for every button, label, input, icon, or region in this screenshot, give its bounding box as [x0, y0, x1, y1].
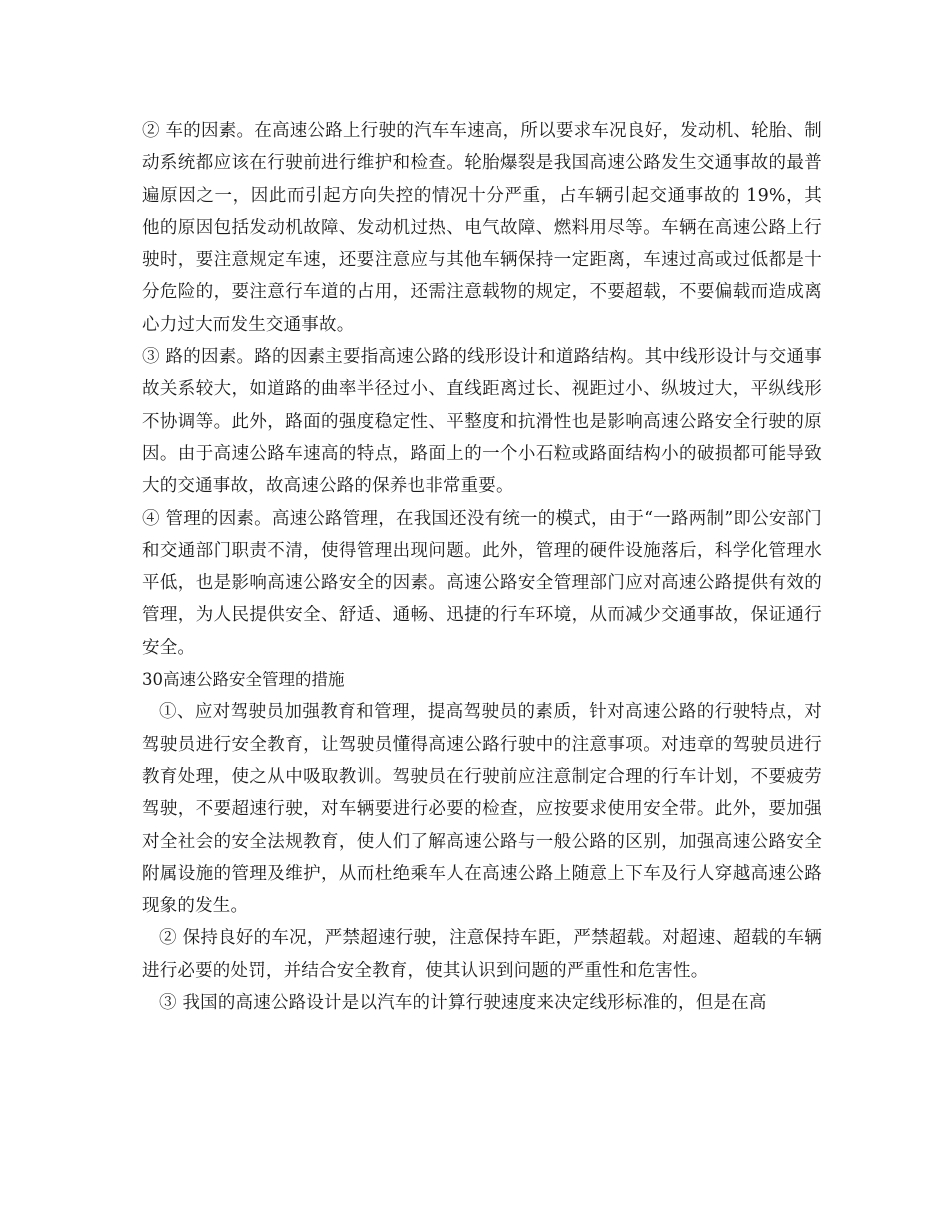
measure-item-3: ③ 我国的高速公路设计是以汽车的计算行驶速度来决定线形标准的，但是在高: [159, 993, 767, 1014]
measure-item-1: ①、应对驾驶员加强教育和管理，提高驾驶员的素质，针对高速公路的行驶特点，对驾驶员进行安全教育，让驾驶员懂得高速公路行驶中的注意事项。对违章的驾驶员进行教育处理，使之从中吸取教训。驾驶员在行驶前应注意制定合理的行车计划，不要疲劳驾驶，不要超速行驶，对车辆要进行必要的检查，应按要求使用安全带。此外，要加强对全社会的安全法规教育，使人们了解高速公路与一般公路的区别，加强高速公路安全附属设施的管理及维护，从而杜绝乘车人在高速公路上随意上下车及行人穿越高速公路现象的发生。: [142, 702, 822, 917]
paragraph-road-factors: ③ 路的因素。路的因素主要指高速公路的线形设计和道路结构。其中线形设计与交通事故关系较大，如道路的曲率半径过小、直线距离过长、视距过小、纵坡过大，平纵线形不协调等。此外，路面的强度稳定性、平整度和抗滑性也是影响高速公路安全行驶的原因。由于高速公路车速高的特点，路面上的一个小石粒或路面结构小的破损都可能导致大的交通事故，故高速公路的保养也非常重要。: [142, 347, 822, 497]
paragraph-vehicle-factors: ② 车的因素。在高速公路上行驶的汽车车速高，所以要求车况良好，发动机、轮胎、制动系统都应该在行驶前进行维护和检查。轮胎爆裂是我国高速公路发生交通事故的最普遍原因之一，因此而引起方向失控的情况十分严重，占车辆引起交通事故的 19%，其他的原因包括发动机故障、发动机过热、电气故障、燃料用尽等。车辆在高速公路上行驶时，要注意规定车速，还要注意应与其他车辆保持一定距离，车速过高或过低都是十分危险的，要注意行车道的占用，还需注意载物的规定，不要超载，不要偏载而造成离心力过大而发生交通事故。: [142, 121, 822, 335]
paragraph-management-factors: ④ 管理的因素。高速公路管理，在我国还没有统一的模式，由于“一路两制”即公安部门和交通部门职责不清，使得管理出现问题。此外，管理的硬件设施落后，科学化管理水平低，也是影响高速公路安全的因素。高速公路安全管理部门应对高速公路提供有效的管理，为人民提供安全、舒适、通畅、迅捷的行车环境，从而减少交通事故，保证通行安全。: [142, 508, 822, 658]
section-heading: 30高速公路安全管理的措施: [142, 670, 345, 690]
document-body: [142, 115, 822, 1019]
measure-item-2: ② 保持良好的车况，严禁超速行驶，注意保持车距，严禁超载。对超速、超载的车辆进行必要的处罚，并结合安全教育，使其认识到问题的严重性和危害性。: [142, 928, 822, 981]
